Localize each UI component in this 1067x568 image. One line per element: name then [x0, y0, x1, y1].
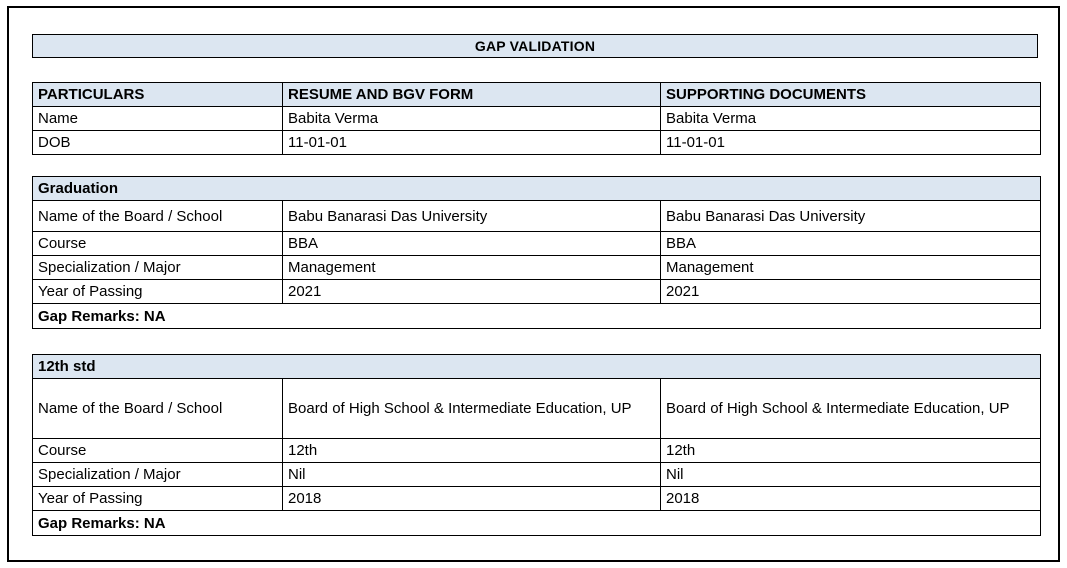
cell-value: 2018 — [661, 487, 1041, 511]
cell-value — [661, 379, 1041, 439]
row-label: Year of Passing — [33, 280, 283, 304]
gap-remarks: Gap Remarks: NA — [33, 511, 1041, 536]
table-row-name — [33, 107, 1041, 131]
table-row-year-of-passing — [33, 487, 1041, 511]
cell-value: 2021 — [283, 280, 661, 304]
document-content — [9, 8, 1058, 536]
cell-value: Nil — [661, 463, 1041, 487]
page-title: GAP VALIDATION — [474, 38, 596, 54]
document-title-bar — [32, 34, 1038, 58]
gap-remarks: Gap Remarks: NA — [33, 304, 1041, 329]
cell-value: Babita Verma — [283, 107, 661, 131]
table-row-course — [33, 439, 1041, 463]
cell-text: Board of High School & Intermediate Education, UP — [666, 400, 1010, 417]
column-header-resume-bgv: RESUME AND BGV FORM — [283, 83, 661, 107]
cell-text: Board of High School & Intermediate Education, UP — [288, 400, 632, 417]
column-header-particulars: PARTICULARS — [33, 83, 283, 107]
gap-remarks-row — [33, 304, 1041, 329]
section-header-row — [33, 177, 1041, 201]
gap-remarks-row — [33, 511, 1041, 536]
cell-value: BBA — [283, 232, 661, 256]
table-header-row — [33, 83, 1041, 107]
cell-value: BBA — [661, 232, 1041, 256]
table-row-dob — [33, 131, 1041, 155]
table-row-specialization — [33, 463, 1041, 487]
row-label: DOB — [33, 131, 283, 155]
row-label: Specialization / Major — [33, 463, 283, 487]
cell-value: 12th — [283, 439, 661, 463]
cell-value: Management — [661, 256, 1041, 280]
section-title: Graduation — [33, 177, 1041, 201]
cell-value: Babu Banarasi Das University — [283, 201, 661, 232]
row-label: Name — [33, 107, 283, 131]
cell-value — [283, 379, 661, 439]
cell-value: 11-01-01 — [283, 131, 661, 155]
table-row-specialization — [33, 256, 1041, 280]
row-label: Name of the Board / School — [33, 201, 283, 232]
particulars-table — [32, 82, 1041, 155]
section-title: 12th std — [33, 355, 1041, 379]
cell-value: 11-01-01 — [661, 131, 1041, 155]
twelfth-std-table — [32, 354, 1041, 536]
cell-value: Babu Banarasi Das University — [661, 201, 1041, 232]
cell-value: Babita Verma — [661, 107, 1041, 131]
section-header-row — [33, 355, 1041, 379]
table-row-board-school — [33, 379, 1041, 439]
graduation-table — [32, 176, 1041, 329]
cell-value: Management — [283, 256, 661, 280]
cell-value: 2021 — [661, 280, 1041, 304]
cell-value: Nil — [283, 463, 661, 487]
row-label: Specialization / Major — [33, 256, 283, 280]
cell-value: 2018 — [283, 487, 661, 511]
table-row-course — [33, 232, 1041, 256]
row-label: Name of the Board / School — [33, 379, 283, 439]
cell-value: 12th — [661, 439, 1041, 463]
row-label: Course — [33, 439, 283, 463]
table-row-board-school — [33, 201, 1041, 232]
row-label: Course — [33, 232, 283, 256]
page-frame — [7, 6, 1060, 562]
column-header-supporting-docs: SUPPORTING DOCUMENTS — [661, 83, 1041, 107]
row-label: Year of Passing — [33, 487, 283, 511]
table-row-year-of-passing — [33, 280, 1041, 304]
